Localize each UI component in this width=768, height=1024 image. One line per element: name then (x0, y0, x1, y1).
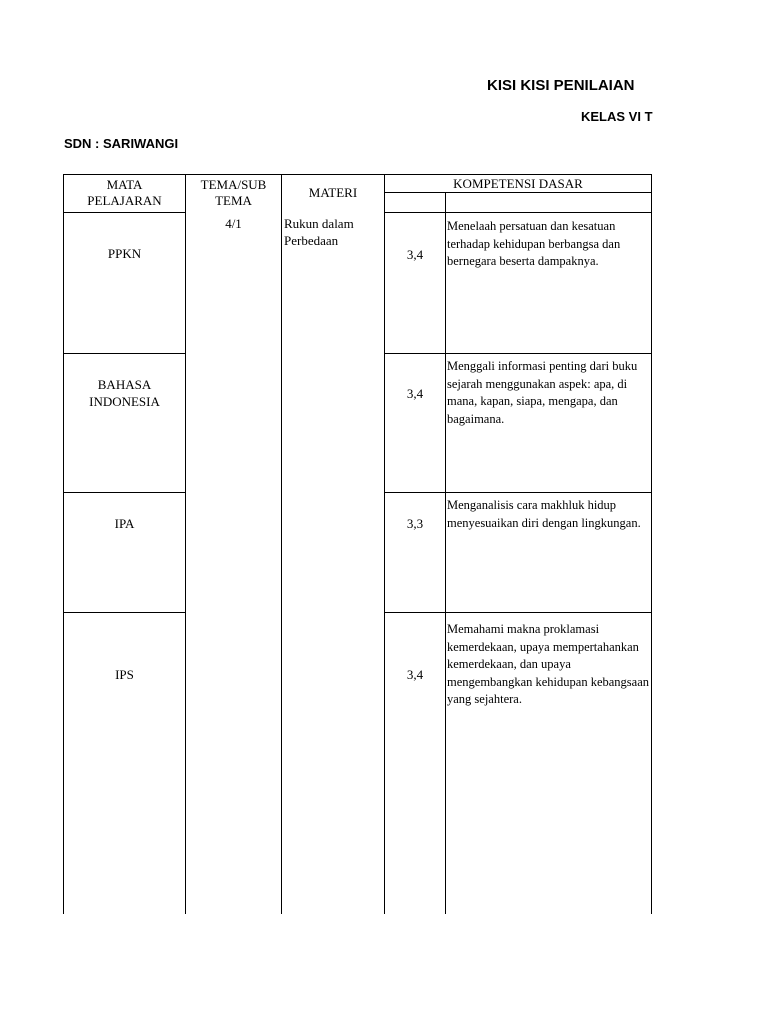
subject-bahasa-line1: BAHASA (97, 377, 152, 392)
row-divider-2-left (63, 492, 186, 493)
table-border-top (63, 174, 652, 175)
header-kompetensi-dasar: KOMPETENSI DASAR (453, 176, 583, 191)
kd-text-ipa: Menganalisis cara makhluk hidup menyesuaikan diri dengan lingkungan. (447, 498, 641, 530)
subject-ipa (64, 515, 185, 532)
row-divider-3-right (384, 612, 652, 613)
table-divider-kd-no (445, 192, 446, 914)
subject-ipa-line1: IPA (114, 516, 135, 531)
header-bottom-left (63, 212, 186, 213)
row-divider-2-right (384, 492, 652, 493)
subject-bahasa-line2: INDONESIA (89, 394, 160, 409)
header-tema-line2: TEMA (215, 193, 252, 208)
table-divider-tema (281, 174, 282, 914)
kd-text-bahasa: Menggali informasi penting dari buku sejarah menggunakan aspek: apa, di mana, kapan, siapa, mengapa, dan bagaimana. (447, 359, 638, 426)
subject-ppkn (64, 245, 185, 262)
subject-bahasa-indonesia (64, 376, 185, 410)
table-divider-materi (384, 174, 385, 914)
document-subtitle: KELAS VI T (581, 109, 653, 124)
materi-line2: Perbedaan (284, 233, 339, 248)
header-mata-pelajaran (64, 177, 185, 209)
subject-ips (64, 666, 185, 683)
subject-ips-line1: IPS (115, 667, 134, 682)
kd-no-ppkn: 3,4 (406, 247, 424, 262)
materi-value (284, 215, 384, 249)
header-bottom-right (384, 212, 652, 213)
kd-header-divider (384, 192, 652, 193)
row-divider-1-left (63, 353, 186, 354)
kd-no-ipa: 3,3 (406, 516, 424, 531)
subject-ppkn-line1: PPKN (107, 246, 142, 261)
table-border-left (63, 174, 64, 914)
header-tema (186, 177, 281, 209)
header-tema-line1: TEMA/SUB (200, 177, 267, 192)
table-border-right (651, 174, 652, 914)
kd-no-bahasa: 3,4 (406, 386, 424, 401)
kd-no-ips: 3,4 (406, 667, 424, 682)
table-divider-subject (185, 174, 186, 914)
document-title: KISI KISI PENILAIAN (487, 77, 635, 94)
header-mata-line2: PELAJARAN (87, 193, 162, 208)
materi-line1: Rukun dalam (284, 216, 354, 231)
kd-text-ips: Memahami makna proklamasi kemerdekaan, upaya mempertahankan kemerdekaan, dan upaya mengembangkan kehidupan kebangsaan yang sejahtera. (447, 622, 650, 706)
header-mata-line1: MATA (106, 177, 143, 192)
row-divider-1-right (384, 353, 652, 354)
row-divider-3-left (63, 612, 186, 613)
school-name: SDN : SARIWANGI (64, 136, 179, 151)
tema-value: 4/1 (225, 216, 242, 231)
header-materi: MATERI (308, 185, 358, 200)
kd-text-ppkn: Menelaah persatuan dan kesatuan terhadap kehidupan berbangsa dan bernegara beserta dampaknya. (447, 219, 621, 268)
